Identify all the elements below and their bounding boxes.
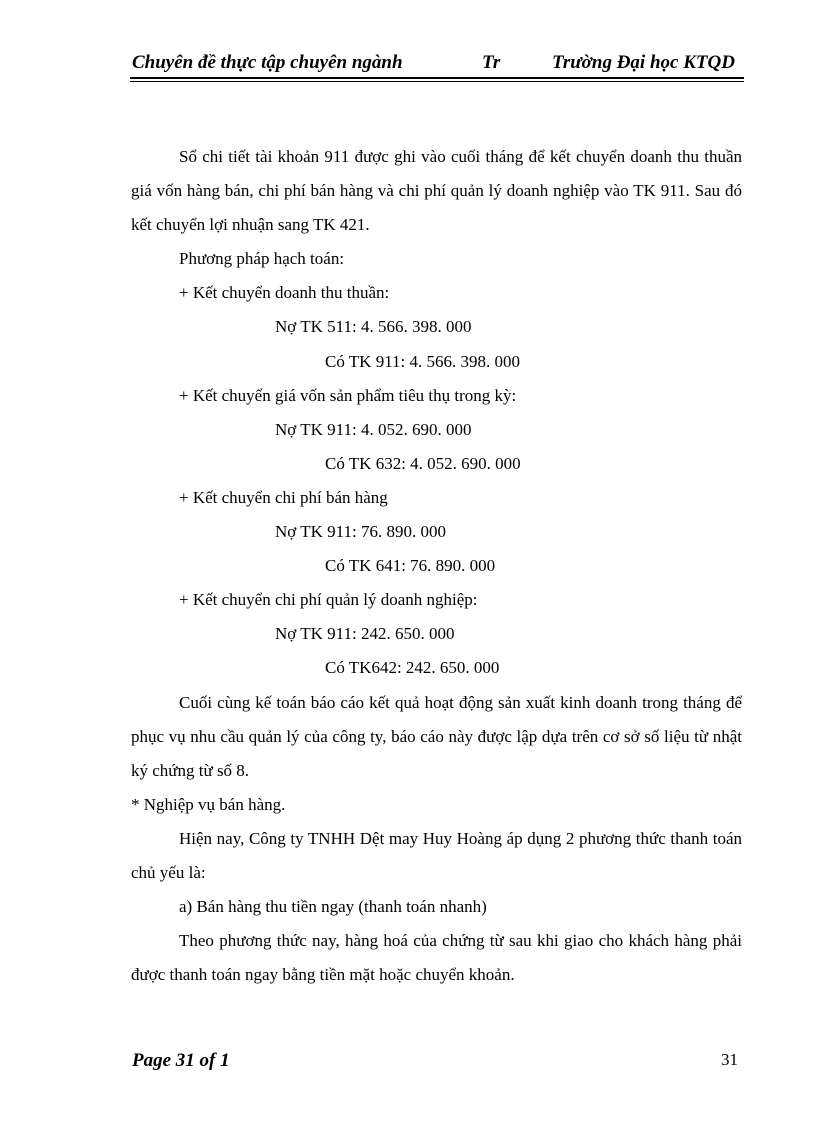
entry-cogs-credit: Có TK 632: 4. 052. 690. 000 — [325, 453, 521, 473]
entry-selling-heading: + Kết chuyển chi phí bán hàng — [179, 487, 388, 507]
paragraph-report: Cuối cùng kế toán báo cáo kết quả hoạt động sản xuất kinh doanh trong tháng để phục vụ nhu cầu quản lý của công ty, báo cáo này được lập dựa trên cơ sở số liệu từ nhật ký chứng từ số 8. — [131, 692, 742, 780]
paragraph-account-911: Sổ chi tiết tài khoản 911 được ghi vào cuối tháng để kết chuyển doanh thu thuần giá vốn hàng bán, chi phí bán hàng và chi phí quản lý doanh nghiệp vào TK 911. Sau đó kết chuyển lợi nhuận sang TK 421. — [131, 147, 742, 235]
entry-admin-credit: Có TK642: 242. 650. 000 — [325, 658, 500, 678]
entry-cogs-heading: + Kết chuyển giá vốn sản phẩm tiêu thụ trong kỳ: — [179, 385, 517, 405]
sales-heading: * Nghiệp vụ bán hàng. — [131, 794, 286, 814]
header-title-left: Chuyên đề thực tập chuyên ngành — [132, 52, 403, 73]
entry-revenue-debit: Nợ TK 511: 4. 566. 398. 000 — [275, 317, 472, 337]
entry-selling-credit: Có TK 641: 76. 890. 000 — [325, 556, 496, 576]
paragraph-payment-methods: Hiện nay, Công ty TNHH Dệt may Huy Hoàng áp dụng 2 phương thức thanh toán chủ yếu là: — [131, 828, 742, 882]
item-a: a) Bán hàng thu tiền ngay (thanh toán nhanh) — [179, 897, 487, 917]
header-rule-thin — [130, 81, 744, 82]
header-title-middle: Tr — [482, 52, 501, 73]
header-title-right: Trường Đại học KTQD — [552, 52, 735, 73]
entry-admin-debit: Nợ TK 911: 242. 650. 000 — [275, 624, 455, 644]
method-heading: Phương pháp hạch toán: — [179, 249, 345, 269]
footer-page-label: Page 31 of 1 — [132, 1050, 230, 1071]
entry-selling-debit: Nợ TK 911: 76. 890. 000 — [275, 522, 446, 542]
document-body — [131, 140, 742, 992]
page-header — [132, 52, 744, 76]
entry-revenue-heading: + Kết chuyển doanh thu thuần: — [179, 283, 390, 303]
entry-cogs-debit: Nợ TK 911: 4. 052. 690. 000 — [275, 419, 472, 439]
header-rule-thick — [130, 77, 744, 79]
entry-revenue-credit: Có TK 911: 4. 566. 398. 000 — [325, 351, 521, 371]
entry-admin-heading: + Kết chuyển chi phí quản lý doanh nghiệp: — [179, 590, 478, 610]
paragraph-cash-payment: Theo phương thức nay, hàng hoá của chứng từ sau khi giao cho khách hàng phải được thanh toán ngay bằng tiền mặt hoặc chuyển khoản. — [131, 931, 742, 985]
footer-page-number: 31 — [721, 1050, 738, 1069]
